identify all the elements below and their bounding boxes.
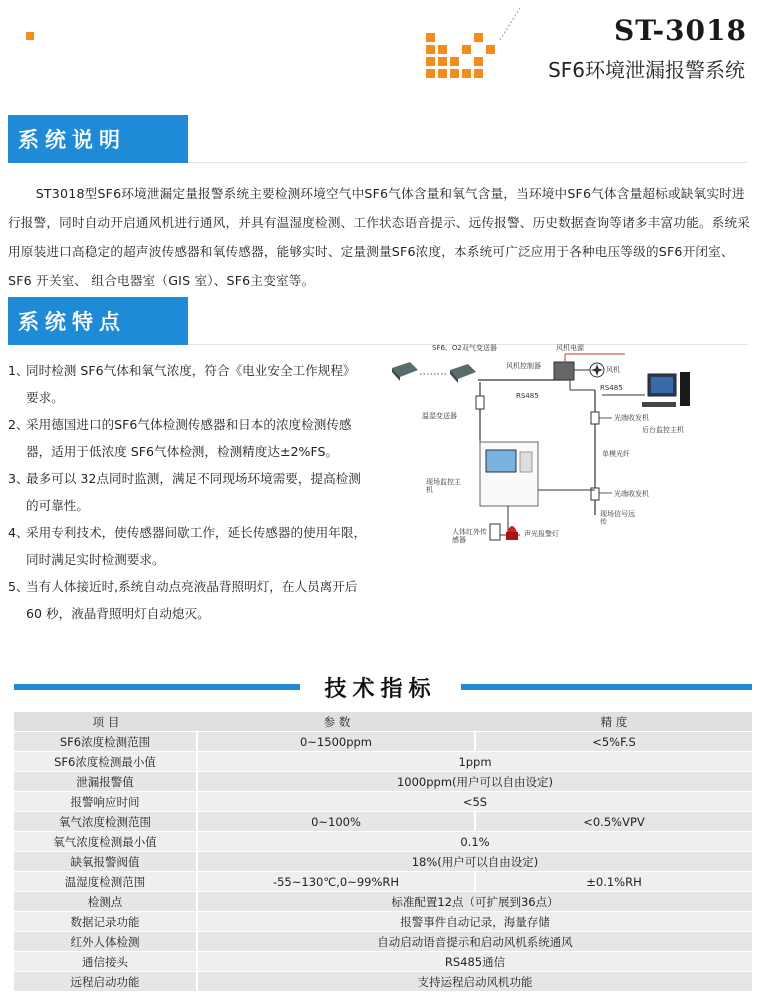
diagram-label: 现场信号远传 — [600, 510, 635, 526]
diagram-label: 光端收发机 — [614, 490, 649, 498]
tech-spec-table — [14, 711, 752, 992]
table-row: SF6浓度检测范围 0~1500ppm <5%F.S — [14, 732, 752, 751]
table-header-row — [14, 712, 752, 731]
column-header: 精 度 — [476, 712, 752, 731]
table-row: 报警响应时间 <5S — [14, 792, 752, 811]
section-header-features — [8, 297, 188, 345]
computer-icon — [642, 372, 690, 407]
feature-list — [8, 357, 368, 627]
diagram-label: RS485 — [600, 384, 623, 392]
product-subtitle: SF6环境泄漏报警系统 — [548, 58, 745, 82]
table-row: 红外人体检测 自动启动语音提示和启动风机系统通风 — [14, 932, 752, 951]
divider — [461, 684, 752, 690]
table-row: 温湿度检测范围 -55~130℃,0~99%RH ±0.1%RH — [14, 872, 752, 891]
monitor-host-icon — [480, 442, 538, 506]
diagram-label: 风机电源 — [556, 344, 584, 352]
table-row: 泄漏报警值 1000ppm(用户可以自由设定) — [14, 772, 752, 791]
diagram-label: 单模光纤 — [602, 450, 630, 458]
diagram-label: SF6、O2双气变送器 — [432, 344, 497, 352]
diagram-label: 人体红外传感器 — [452, 528, 487, 544]
diagram-label: 风机控制器 — [506, 362, 541, 370]
section-title: 系统特点 — [18, 310, 126, 334]
table-row: SF6浓度检测最小值 1ppm — [14, 752, 752, 771]
gas-sensor-icon — [392, 362, 418, 381]
gas-sensor-icon — [450, 364, 476, 383]
list-item: 2、采用德国进口的SF6气体检测传感器和日本的浓度检测传感器，适用于低浓度 SF6气体检测，检测精度达±2%FS。 — [8, 417, 352, 459]
diagram-label: 光端收发机 — [614, 414, 649, 422]
diagram-label: 风机 — [606, 366, 620, 374]
table-row: 缺氧报警阀值 18%(用户可以自由设定) — [14, 852, 752, 871]
list-item: 5、当有人体接近时,系统自动点亮液晶背照明灯，在人员离开后 60 秒，液晶背照明灯自动熄灭。 — [8, 579, 358, 621]
section-header-description — [8, 115, 188, 163]
table-row: 氧气浓度检测最小值 0.1% — [14, 832, 752, 851]
table-row: 检测点 标准配置12点（可扩展到36点） — [14, 892, 752, 911]
table-row: 远程启动功能 支持运程启动风机功能 — [14, 972, 752, 991]
tech-spec-title — [0, 672, 761, 702]
divider — [188, 162, 748, 163]
diagram-label: 温湿变送器 — [422, 412, 457, 420]
diagram-label: RS485 — [516, 392, 539, 400]
column-header: 项 目 — [14, 712, 198, 731]
diagram-label: 后台监控主机 — [642, 426, 684, 434]
section-title: 系统说明 — [18, 128, 126, 152]
header — [0, 0, 761, 100]
description-text: ST3018型SF6环境泄漏定量报警系统主要检测环境空气中SF6气体含量和氧气含量，当环境中SF6气体含量超标或缺氧实时进行报警，同时自动开启通风机进行通风，并具有温湿度检测、工作状态语音提示、远传报警、历史数据查询等诸多丰富功能。系统采用原装进口高稳定的超声波传感器和氧传感器，能够实时、定量测量SF6浓度，本系统可广泛应用于各种电压等级的SF6开闭室、SF6 开关室、 组合电器室（GIS 室）、SF6主变室等。 — [8, 186, 751, 288]
table-row: 通信接头 RS485通信 — [14, 952, 752, 971]
divider — [14, 684, 300, 690]
diagram-label: 声光报警灯 — [524, 530, 559, 538]
table-row: 氧气浓度检测范围 0~100% <0.5%VPV — [14, 812, 752, 831]
list-item: 3、最多可以 32点同时监测，满足不同现场环境需要，提高检测的可靠性。 — [8, 471, 361, 513]
model-number: ST-3018 — [614, 14, 747, 47]
list-item: 1、同时检测 SF6气体和氧气浓度，符合《电业安全工作规程》要求。 — [8, 363, 356, 405]
list-item: 4、采用专利技术，使传感器间歇工作，延长传感器的使用年限，同时满足实时检测要求。 — [8, 525, 367, 567]
diagram-label: 现场监控主机 — [426, 478, 461, 494]
section-title: 技术指标 — [324, 677, 437, 702]
table-row: 数据记录功能 报警事件自动记录，海量存储 — [14, 912, 752, 931]
system-diagram — [380, 340, 710, 570]
column-header: 参 数 — [198, 712, 476, 731]
